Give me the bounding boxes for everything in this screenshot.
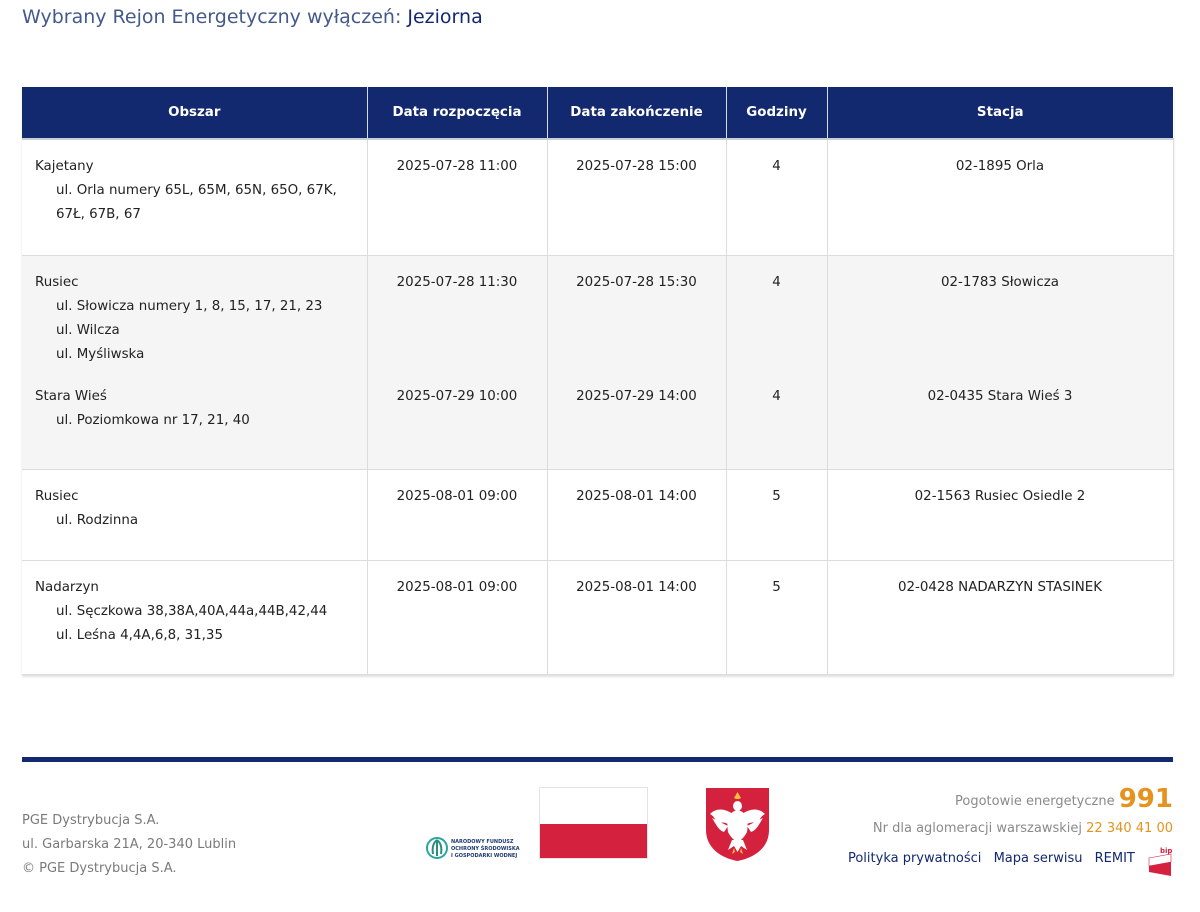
nfos-logo-line: NARODOWY FUNDUSZ (451, 839, 514, 845)
contact-info (873, 784, 1173, 841)
bip-icon[interactable] (1147, 846, 1173, 876)
nfos-logo-line: I GOSPODARKI WODNEJ (451, 853, 518, 859)
station-cell: 02-0435 Stara Wieś 3 (827, 385, 1173, 469)
emergency-number[interactable]: 991 (1118, 784, 1173, 814)
column-header-end: Data zakończenie (547, 87, 726, 139)
area-name: Rusiec (35, 488, 79, 504)
area-cell (22, 385, 367, 469)
end-date-cell: 2025-07-28 15:30 (547, 255, 726, 385)
flag-white-band (540, 788, 647, 824)
table-row (22, 469, 1173, 560)
end-date-cell: 2025-07-28 15:00 (547, 139, 726, 255)
nfos-logo-line: OCHRONY ŚRODOWISKA (451, 846, 520, 852)
start-date-cell: 2025-08-01 09:00 (367, 560, 547, 674)
nfos-logo-icon[interactable] (426, 834, 530, 862)
bip-label: bip (1160, 847, 1173, 855)
street-line: ul. Leśna 4,4A,6,8, 31,35 (56, 627, 223, 643)
table-row (22, 139, 1173, 255)
street-line: ul. Słowicza numery 1, 8, 15, 17, 21, 23 (56, 298, 323, 314)
page-title (22, 6, 483, 28)
emergency-line (873, 784, 1173, 817)
company-name: PGE Dystrybucja S.A. (22, 813, 160, 828)
station-cell: 02-1563 Rusiec Osiedle 2 (827, 469, 1173, 560)
station-cell: 02-1783 Słowicza (827, 255, 1173, 385)
table-row (22, 560, 1173, 674)
company-address: ul. Garbarska 21A, 20-340 Lublin (22, 837, 237, 852)
start-date-cell: 2025-07-29 10:00 (367, 385, 547, 469)
company-copyright: © PGE Dystrybucja S.A. (22, 861, 177, 876)
privacy-policy-link[interactable]: Polityka prywatności (847, 851, 982, 866)
poland-flag-icon[interactable] (539, 787, 648, 859)
area-name: Stara Wieś (35, 389, 107, 404)
start-date-cell: 2025-07-28 11:30 (367, 255, 547, 385)
start-date-cell: 2025-08-01 09:00 (367, 469, 547, 560)
column-header-station: Stacja (827, 87, 1173, 139)
street-line: ul. Orla numery 65L, 65M, 65N, 65O, 67K, (56, 183, 337, 198)
company-info (22, 809, 236, 881)
street-line: 67Ł, 67B, 67 (56, 207, 141, 222)
footer-links (840, 846, 1173, 876)
area-name: Kajetany (35, 159, 94, 174)
remit-link[interactable]: REMIT (1094, 851, 1135, 866)
end-date-cell: 2025-07-29 14:00 (547, 385, 726, 469)
column-header-area: Obszar (22, 87, 367, 139)
area-cell (22, 560, 367, 674)
street-line: ul. Myśliwska (56, 346, 145, 362)
flag-red-band (540, 824, 647, 859)
outages-table (22, 87, 1174, 675)
table-row (22, 385, 1173, 469)
area-cell (22, 469, 367, 560)
station-cell: 02-1895 Orla (827, 139, 1173, 255)
table-row (22, 255, 1173, 385)
warsaw-phone[interactable]: 22 340 41 00 (1086, 821, 1173, 836)
warsaw-label: Nr dla aglomeracji warszawskiej (872, 821, 1083, 836)
hours-cell: 4 (726, 385, 827, 469)
column-header-hours: Godziny (726, 87, 827, 139)
area-name: Rusiec (35, 274, 79, 290)
start-date-cell: 2025-07-28 11:00 (367, 139, 547, 255)
column-header-start: Data rozpoczęcia (367, 87, 547, 139)
station-cell: 02-0428 NADARZYN STASINEK (827, 560, 1173, 674)
end-date-cell: 2025-08-01 14:00 (547, 560, 726, 674)
table-header-row (22, 87, 1173, 139)
street-line: ul. Wilcza (56, 322, 120, 338)
region-name: Jeziorna (407, 6, 483, 28)
end-date-cell: 2025-08-01 14:00 (547, 469, 726, 560)
hours-cell: 4 (726, 139, 827, 255)
hours-cell: 5 (726, 469, 827, 560)
hours-cell: 4 (726, 255, 827, 385)
area-name: Nadarzyn (35, 579, 99, 595)
street-line: ul. Sęczkowa 38,38A,40A,44a,44B,42,44 (56, 603, 328, 619)
hours-cell: 5 (726, 560, 827, 674)
sitemap-link[interactable]: Mapa serwisu (993, 851, 1083, 866)
area-cell (22, 139, 367, 255)
street-line: ul. Poziomkowa nr 17, 21, 40 (56, 413, 250, 428)
area-cell (22, 255, 367, 385)
footer-divider (22, 757, 1173, 762)
poland-eagle-emblem-icon[interactable] (704, 786, 771, 862)
title-prefix: Wybrany Rejon Energetyczny wyłączeń: (22, 6, 402, 28)
warsaw-line (873, 817, 1173, 841)
street-line: ul. Rodzinna (56, 512, 139, 528)
emergency-label: Pogotowie energetyczne (955, 794, 1115, 809)
